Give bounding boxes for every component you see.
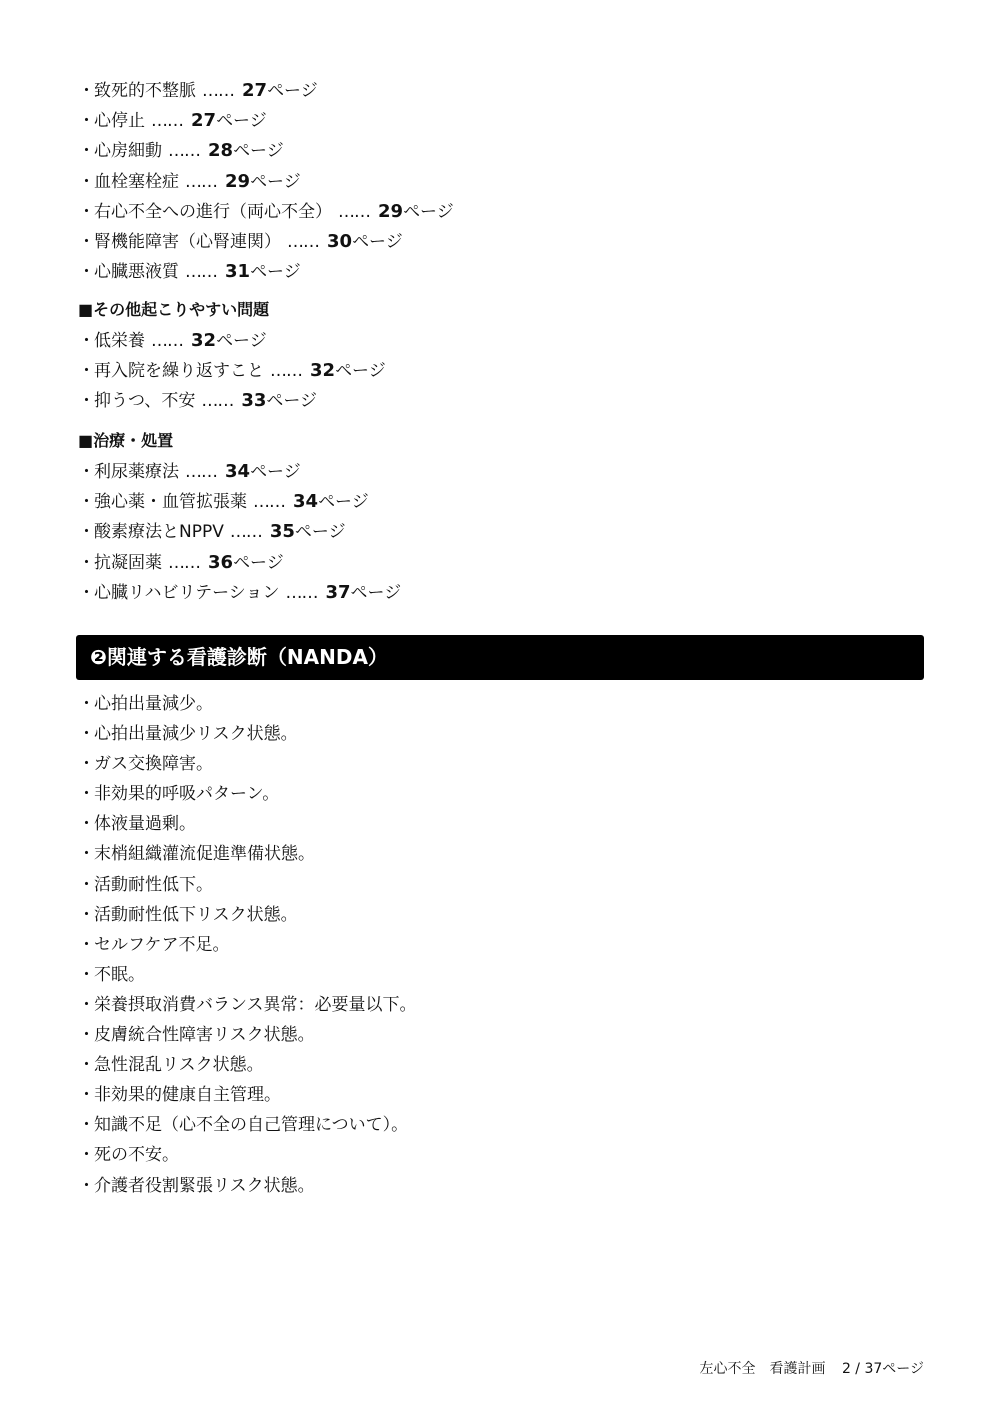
nanda-diagnosis-label: 活動耐性低下。	[94, 874, 213, 895]
leader-dots: ……	[201, 391, 234, 412]
page-footer	[699, 1358, 924, 1380]
nanda-diagnosis-label: 介護者役割緊張リスク状態。	[94, 1175, 315, 1196]
leader-dots: ……	[338, 201, 370, 222]
toc-item-label: 強心薬・血管拡張薬	[94, 492, 247, 513]
page-number: 34	[293, 491, 319, 513]
nanda-diagnosis-item	[78, 990, 417, 1020]
leader-dots: ……	[168, 141, 200, 162]
bullet-mark: ・	[78, 694, 95, 714]
nanda-diagnosis-label: 急性混乱リスク状態。	[94, 1055, 264, 1076]
page-number: 29	[378, 200, 404, 222]
page-unit: ページ	[216, 331, 267, 351]
nanda-diagnosis-label: セルフケア不足。	[94, 934, 230, 955]
bullet-mark: ・	[78, 1145, 95, 1166]
leader-dots: ……	[253, 492, 285, 513]
nanda-diagnosis-item	[78, 960, 417, 990]
page-number: 34	[225, 461, 251, 482]
bullet-mark: ・	[78, 874, 95, 895]
toc-item-label: 抗凝固薬	[94, 552, 162, 573]
nanda-diagnosis-item	[78, 870, 417, 900]
page-unit: ページ	[350, 582, 402, 603]
footer-document-title: 左心不全 看護計画	[699, 1361, 826, 1377]
page-number: 30	[327, 230, 353, 252]
leader-dots: ……	[185, 171, 217, 192]
bullet-mark: ・	[78, 111, 95, 132]
nanda-diagnosis-item	[78, 900, 417, 930]
page-unit: ページ	[250, 171, 301, 192]
bullet-mark: ・	[78, 391, 95, 412]
nanda-diagnosis-label: 知識不足（心不全の自己管理について）。	[94, 1115, 409, 1136]
bullet-mark: ・	[78, 141, 95, 162]
bullet-mark: ・	[78, 582, 95, 603]
toc-item-label: 血栓塞栓症	[94, 171, 179, 192]
bullet-mark: ・	[78, 1025, 95, 1046]
page-number: 31	[225, 261, 251, 283]
leader-dots: ……	[168, 552, 200, 573]
toc-item-label: 腎機能障害（心腎連関）	[94, 231, 281, 252]
bullet-mark: ・	[78, 492, 95, 513]
leader-dots: ……	[151, 331, 183, 351]
page-number: 36	[208, 551, 234, 573]
bullet-mark: ・	[78, 844, 95, 865]
page-unit: ページ	[318, 492, 369, 513]
bullet-mark: ・	[78, 1055, 95, 1076]
nanda-diagnosis-item	[78, 1110, 417, 1140]
treatment-list	[78, 457, 401, 608]
nanda-diagnosis-label: 末梢組織灌流促進準備状態。	[94, 844, 315, 865]
page-unit: ページ	[403, 201, 454, 222]
page-unit: ページ	[233, 552, 284, 573]
leader-dots: ……	[185, 462, 217, 482]
page-number: 32	[191, 330, 217, 351]
nanda-diagnosis-label: 栄養摂取消費バランス異常：必要量以下。	[94, 994, 417, 1015]
bullet-mark: ・	[78, 814, 95, 835]
toc-item	[78, 197, 454, 227]
toc-item-label: 抑うつ、不安	[94, 391, 196, 412]
leader-dots: ……	[185, 262, 217, 283]
page-unit: ページ	[216, 111, 267, 132]
bullet-mark: ・	[78, 81, 95, 101]
toc-item	[78, 326, 386, 356]
bullet-mark: ・	[78, 904, 95, 925]
nanda-diagnosis-label: 非効果的呼吸パターン。	[94, 784, 280, 805]
nanda-diagnosis-label: 心拍出量減少リスク状態。	[94, 724, 298, 745]
toc-item	[78, 548, 401, 578]
bullet-mark: ・	[78, 724, 95, 745]
toc-item-label: 心房細動	[94, 141, 162, 162]
toc-item	[78, 136, 454, 166]
nanda-diagnosis-label: 心拍出量減少。	[94, 694, 213, 714]
nanda-diagnosis-item	[78, 719, 417, 749]
page-number: 27	[191, 110, 217, 132]
bullet-mark: ・	[78, 361, 95, 382]
nanda-diagnosis-item	[78, 809, 417, 839]
nanda-diagnosis-item	[78, 1140, 417, 1170]
page-unit: ページ	[250, 462, 301, 482]
page-number: 32	[310, 360, 336, 382]
footer-page-indicator: 2 / 37ページ	[841, 1361, 924, 1377]
nanda-diagnosis-item	[78, 839, 417, 869]
bullet-mark: ・	[78, 262, 95, 283]
nanda-diagnosis-item	[78, 779, 417, 809]
page-unit: ページ	[267, 81, 318, 101]
bullet-mark: ・	[78, 754, 95, 775]
nanda-diagnosis-item	[78, 689, 417, 719]
toc-item-label: 利尿薬療法	[94, 462, 179, 482]
toc-item-label: 致死的不整脈	[94, 81, 196, 101]
page-unit: ページ	[335, 361, 386, 382]
leader-dots: ……	[229, 522, 262, 543]
nanda-diagnosis-label: 非効果的健康自主管理。	[94, 1085, 281, 1106]
bullet-mark: ・	[78, 522, 95, 543]
bullet-mark: ・	[78, 1175, 95, 1196]
nanda-diagnosis-item	[78, 930, 417, 960]
toc-item	[78, 76, 454, 106]
nanda-diagnosis-item	[78, 1080, 417, 1110]
nanda-diagnosis-item	[78, 1020, 417, 1050]
page-number: 27	[242, 80, 268, 101]
page-number: 35	[269, 521, 295, 543]
nanda-diagnosis-label: 皮膚統合性障害リスク状態。	[94, 1025, 315, 1046]
bullet-mark: ・	[78, 201, 95, 222]
complications-list	[78, 76, 454, 287]
toc-item	[78, 517, 401, 547]
bullet-mark: ・	[78, 331, 95, 351]
bullet-mark: ・	[78, 964, 95, 985]
page-unit: ページ	[250, 262, 301, 283]
bullet-mark: ・	[78, 994, 95, 1015]
leader-dots: ……	[287, 231, 319, 252]
bullet-mark: ・	[78, 462, 95, 482]
page-unit: ページ	[266, 391, 318, 412]
bullet-mark: ・	[78, 934, 95, 955]
toc-item-label: 心臓悪液質	[94, 262, 179, 283]
nanda-diagnosis-item	[78, 749, 417, 779]
toc-item	[78, 257, 454, 287]
toc-item	[78, 457, 401, 487]
bullet-mark: ・	[78, 231, 95, 252]
nanda-diagnosis-item	[78, 1171, 417, 1201]
toc-item-label: 低栄養	[94, 331, 145, 351]
nanda-diagnosis-label: ガス交換障害。	[94, 754, 213, 775]
page-number: 29	[225, 170, 251, 192]
nanda-diagnosis-list	[78, 689, 417, 1201]
toc-item	[78, 356, 386, 386]
toc-item	[78, 167, 454, 197]
page-unit: ページ	[294, 522, 346, 543]
other-problems-heading: ■その他起こりやすい問題	[78, 300, 270, 319]
bullet-mark: ・	[78, 784, 95, 805]
toc-item	[78, 227, 454, 257]
nanda-section-title: ❷関連する看護診断（NANDA）	[76, 635, 924, 680]
bullet-mark: ・	[78, 1085, 95, 1106]
nanda-diagnosis-label: 不眠。	[94, 964, 145, 985]
toc-item-label: 酸素療法とNPPV	[94, 522, 224, 543]
toc-item	[78, 106, 454, 136]
toc-item	[78, 386, 386, 416]
leader-dots: ……	[202, 81, 234, 101]
page-number: 28	[208, 140, 234, 162]
leader-dots: ……	[285, 582, 318, 603]
toc-item-label: 再入院を繰り返すこと	[94, 361, 264, 382]
other-problems-list	[78, 326, 386, 417]
nanda-diagnosis-label: 死の不安。	[94, 1145, 179, 1166]
page-unit: ページ	[352, 231, 403, 252]
nanda-diagnosis-label: 活動耐性低下リスク状態。	[94, 904, 298, 925]
toc-item-label: 心臓リハビリテーション	[94, 582, 280, 603]
bullet-mark: ・	[78, 1115, 95, 1136]
toc-item-label: 心停止	[94, 111, 145, 132]
page-unit: ページ	[233, 141, 284, 162]
leader-dots: ……	[151, 111, 183, 132]
toc-item	[78, 487, 401, 517]
leader-dots: ……	[270, 361, 302, 382]
toc-item-label: 右心不全への進行（両心不全）	[94, 201, 332, 222]
nanda-diagnosis-label: 体液量過剰。	[94, 814, 196, 835]
treatment-heading: ■治療・処置	[78, 431, 174, 450]
page-number: 33	[241, 390, 267, 412]
bullet-mark: ・	[78, 171, 95, 192]
nanda-diagnosis-item	[78, 1050, 417, 1080]
bullet-mark: ・	[78, 552, 95, 573]
toc-item	[78, 578, 401, 608]
page-number: 37	[325, 581, 351, 603]
